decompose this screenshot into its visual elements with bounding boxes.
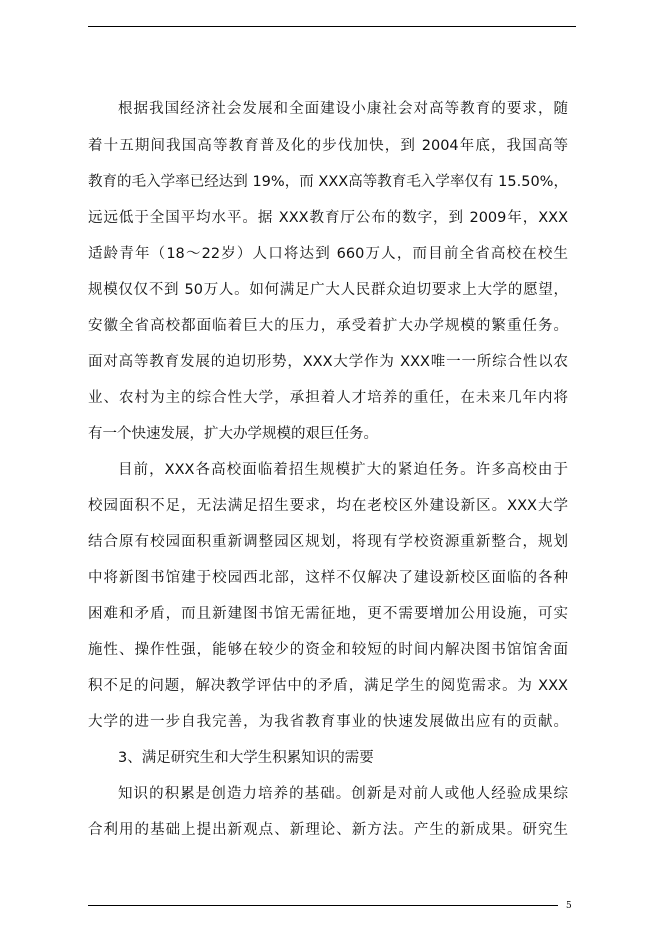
paragraph-3-line-2: 合利用的基础上提出新观点、新理论、新方法。产生的新成果。研究生 [88,822,568,838]
footer-rule [88,905,558,906]
paragraph-2-line-6: 施性、操作性强，能够在较少的资金和较短的时间内解决图书馆馆舍面 [88,642,568,658]
paragraph-2-line-5: 困难和矛盾，而且新建图书馆无需征地，更不需要增加公用设施，可实 [88,606,568,622]
page-number: 5 [566,901,572,911]
paragraph-1-line-9: 业、农村为主的综合性大学，承担着人才培养的重任，在未来几年内将 [88,390,568,406]
paragraph-1-line-10: 有一个快速发展，扩大办学规模的艰巨任务。 [88,426,378,442]
paragraph-1-line-7: 安徽全省高校都面临着巨大的压力，承受着扩大办学规模的繁重任务。 [88,318,568,334]
paragraph-1-line-1: 根据我国经济社会发展和全面建设小康社会对高等教育的要求，随 [118,101,568,117]
paragraph-1-line-6: 规模仅仅不到 50万人。如何满足广大人民群众迫切要求上大学的愿望， [88,282,568,298]
paragraph-3-line-1: 知识的积累是创造力培养的基础。创新是对前人或他人经验成果综 [118,786,568,802]
paragraph-2-line-4: 中将新图书馆建于校园西北部，这样不仅解决了建设新校区面临的各种 [88,570,568,586]
header-rule [88,26,576,27]
section-heading: 3、满足研究生和大学生积累知识的需要 [118,750,374,766]
paragraph-1-line-2: 着十五期间我国高等教育普及化的步伐加快，到 2004年底，我国高等 [88,138,568,154]
paragraph-2-line-1: 目前，XXX各高校面临着招生规模扩大的紧迫任务。许多高校由于 [118,462,568,478]
paragraph-1-line-8: 面对高等教育发展的迫切形势，XXX大学作为 XXX唯一一所综合性以农 [88,354,568,370]
paragraph-2-line-2: 校园面积不足，无法满足招生要求，均在老校区外建设新区。XXX大学 [88,498,568,514]
paragraph-1-line-4: 远远低于全国平均水平。据 XXX教育厅公布的数字，到 2009年，XXX [88,210,568,226]
paragraph-2-line-3: 结合原有校园面积重新调整园区规划，将现有学校资源重新整合，规划 [88,534,568,550]
paragraph-1-line-5: 适龄青年（18～22岁）人口将达到 660万人，而目前全省高校在校生 [88,246,568,262]
paragraph-1-line-3: 教育的毛入学率已经达到 19%，而 XXX高等教育毛入学率仅有 15.50%， [88,174,568,190]
paragraph-2-line-8: 大学的进一步自我完善，为我省教育事业的快速发展做出应有的贡献。 [88,714,568,730]
paragraph-2-line-7: 积不足的问题，解决教学评估中的矛盾，满足学生的阅览需求。为 XXX [88,678,568,694]
